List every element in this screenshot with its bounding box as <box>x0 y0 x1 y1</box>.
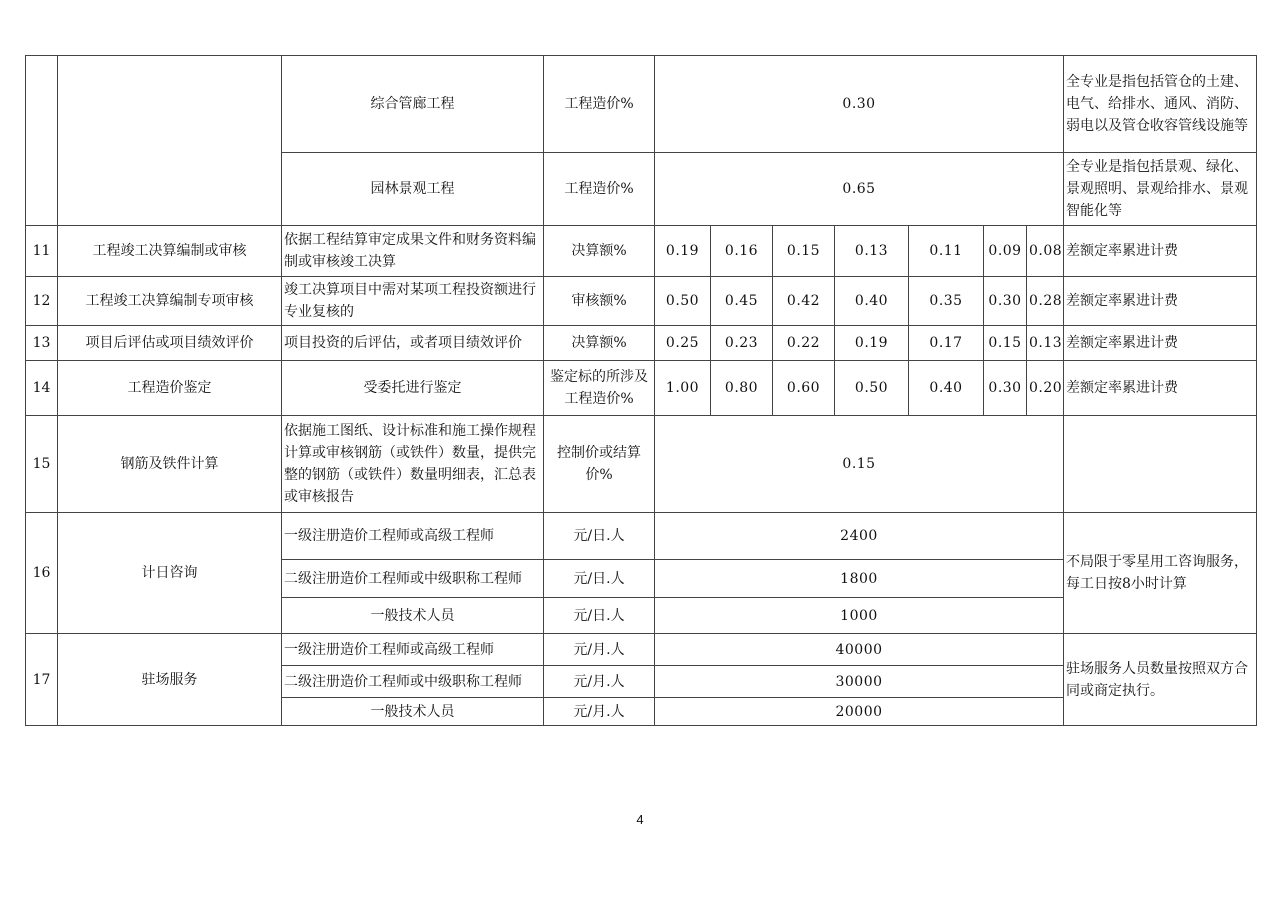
cell-rate: 0.65 <box>655 153 1064 226</box>
table-row <box>26 513 1257 560</box>
cell-rate: 0.15 <box>984 326 1027 361</box>
cell-basis: 审核额% <box>544 277 655 326</box>
cell-item <box>58 56 282 226</box>
cell-rate: 0.08 <box>1027 226 1064 277</box>
cell-content: 一般技术人员 <box>282 698 544 726</box>
cell-no: 16 <box>26 513 58 634</box>
cell-basis: 元/日.人 <box>544 513 655 560</box>
cell-note: 差额定率累进计费 <box>1064 277 1257 326</box>
cell-content: 二级注册造价工程师或中级职称工程师 <box>282 560 544 598</box>
table-row <box>26 361 1257 416</box>
cell-note: 驻场服务人员数量按照双方合同或商定执行。 <box>1064 634 1257 726</box>
cell-rate: 20000 <box>655 698 1064 726</box>
cell-content: 项目投资的后评估，或者项目绩效评价 <box>282 326 544 361</box>
cell-no <box>26 56 58 226</box>
cell-rate: 0.20 <box>1027 361 1064 416</box>
cell-rate: 0.19 <box>835 326 909 361</box>
fee-standard-table <box>25 55 1257 726</box>
cell-rate: 1.00 <box>655 361 711 416</box>
cell-item: 工程竣工决算编制专项审核 <box>58 277 282 326</box>
cell-item: 驻场服务 <box>58 634 282 726</box>
cell-basis: 元/月.人 <box>544 666 655 698</box>
cell-item: 工程造价鉴定 <box>58 361 282 416</box>
table-row <box>26 226 1257 277</box>
cell-rate: 0.40 <box>909 361 984 416</box>
cell-content: 一般技术人员 <box>282 598 544 634</box>
cell-rate: 0.40 <box>835 277 909 326</box>
cell-note: 全专业是指包括管仓的土建、电气、给排水、通风、消防、弱电以及管仓收容管线设施等 <box>1064 56 1257 153</box>
table-row <box>26 277 1257 326</box>
cell-rate: 0.42 <box>773 277 835 326</box>
page-number: 4 <box>636 812 644 827</box>
cell-rate: 0.45 <box>711 277 773 326</box>
cell-note <box>1064 416 1257 513</box>
cell-rate: 0.23 <box>711 326 773 361</box>
cell-rate: 0.13 <box>1027 326 1064 361</box>
cell-rate: 0.13 <box>835 226 909 277</box>
cell-basis: 元/日.人 <box>544 598 655 634</box>
cell-note: 全专业是指包括景观、绿化、景观照明、景观给排水、景观智能化等 <box>1064 153 1257 226</box>
cell-basis: 决算额% <box>544 226 655 277</box>
cell-rate: 0.17 <box>909 326 984 361</box>
cell-rate: 40000 <box>655 634 1064 666</box>
cell-rate: 2400 <box>655 513 1064 560</box>
table-row <box>26 326 1257 361</box>
cell-no: 14 <box>26 361 58 416</box>
cell-content: 园林景观工程 <box>282 153 544 226</box>
cell-rate: 1800 <box>655 560 1064 598</box>
cell-rate: 0.15 <box>655 416 1064 513</box>
cell-rate: 0.19 <box>655 226 711 277</box>
cell-note: 差额定率累进计费 <box>1064 226 1257 277</box>
cell-basis: 元/日.人 <box>544 560 655 598</box>
cell-item: 计日咨询 <box>58 513 282 634</box>
cell-rate: 0.16 <box>711 226 773 277</box>
cell-content: 二级注册造价工程师或中级职称工程师 <box>282 666 544 698</box>
cell-rate: 30000 <box>655 666 1064 698</box>
cell-rate: 0.11 <box>909 226 984 277</box>
cell-content: 一级注册造价工程师或高级工程师 <box>282 513 544 560</box>
cell-rate: 0.22 <box>773 326 835 361</box>
cell-rate: 0.60 <box>773 361 835 416</box>
cell-content: 依据施工图纸、设计标准和施工操作规程计算或审核钢筋（或铁件）数量，提供完整的钢筋（或铁件）数量明细表，汇总表或审核报告 <box>282 416 544 513</box>
cell-basis: 元/月.人 <box>544 698 655 726</box>
cell-rate: 0.28 <box>1027 277 1064 326</box>
cell-basis: 决算额% <box>544 326 655 361</box>
cell-basis: 控制价或结算价% <box>544 416 655 513</box>
cell-content: 一级注册造价工程师或高级工程师 <box>282 634 544 666</box>
cell-no: 17 <box>26 634 58 726</box>
cell-rate: 0.30 <box>655 56 1064 153</box>
cell-rate: 0.09 <box>984 226 1027 277</box>
cell-item: 钢筋及铁件计算 <box>58 416 282 513</box>
cell-content: 受委托进行鉴定 <box>282 361 544 416</box>
cell-rate: 0.80 <box>711 361 773 416</box>
cell-rate: 0.30 <box>984 277 1027 326</box>
cell-rate: 1000 <box>655 598 1064 634</box>
cell-rate: 0.50 <box>835 361 909 416</box>
cell-content: 竣工决算项目中需对某项工程投资额进行专业复核的 <box>282 277 544 326</box>
cell-note: 差额定率累进计费 <box>1064 326 1257 361</box>
cell-note: 差额定率累进计费 <box>1064 361 1257 416</box>
table-row <box>26 416 1257 513</box>
cell-rate: 0.30 <box>984 361 1027 416</box>
cell-item: 项目后评估或项目绩效评价 <box>58 326 282 361</box>
cell-content: 依据工程结算审定成果文件和财务资料编制或审核竣工决算 <box>282 226 544 277</box>
cell-rate: 0.50 <box>655 277 711 326</box>
table-row <box>26 56 1257 153</box>
cell-basis: 工程造价% <box>544 153 655 226</box>
cell-rate: 0.25 <box>655 326 711 361</box>
cell-no: 13 <box>26 326 58 361</box>
table-row <box>26 634 1257 666</box>
cell-no: 12 <box>26 277 58 326</box>
cell-basis: 鉴定标的所涉及工程造价% <box>544 361 655 416</box>
cell-rate: 0.15 <box>773 226 835 277</box>
cell-item: 工程竣工决算编制或审核 <box>58 226 282 277</box>
cell-rate: 0.35 <box>909 277 984 326</box>
cell-note: 不局限于零星用工咨询服务，每工日按8小时计算 <box>1064 513 1257 634</box>
cell-basis: 元/月.人 <box>544 634 655 666</box>
cell-no: 11 <box>26 226 58 277</box>
cell-content: 综合管廊工程 <box>282 56 544 153</box>
cell-basis: 工程造价% <box>544 56 655 153</box>
cell-no: 15 <box>26 416 58 513</box>
